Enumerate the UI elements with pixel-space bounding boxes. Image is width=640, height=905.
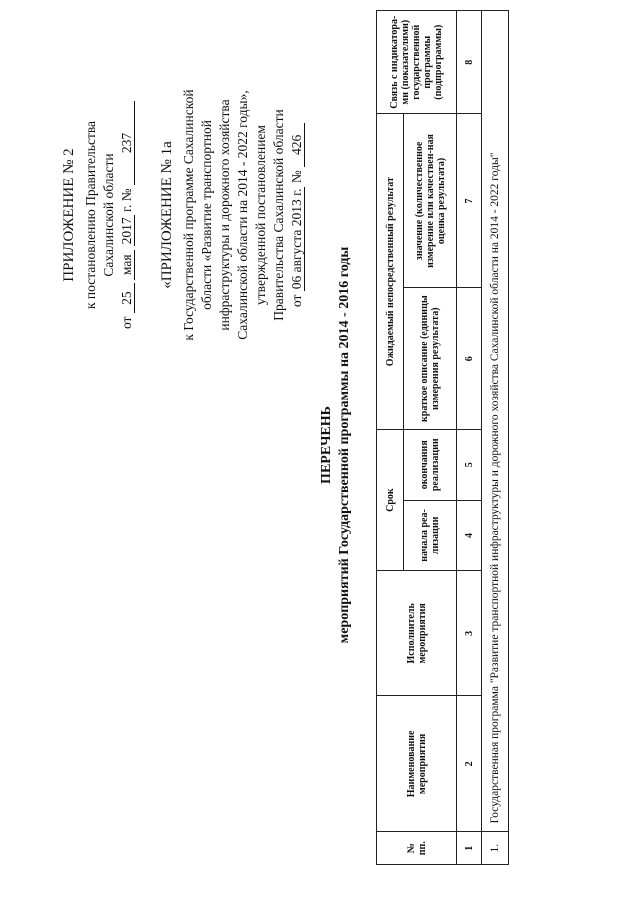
header-col-link: Связь с индикатора-ми (показателями) государственной программы (подпрограммы)	[377, 11, 457, 114]
table-row	[482, 11, 509, 865]
date-year: 2017	[119, 217, 134, 245]
sub-appendix-block	[158, 35, 306, 395]
program-row-num: 1.	[482, 832, 509, 865]
approval-header	[60, 35, 306, 395]
header-col-executor: Исполнитель мероприятия	[377, 571, 457, 696]
header-result-desc: краткое описание (единицы измерения результата)	[404, 288, 457, 429]
sub-date-line	[288, 35, 306, 395]
header-col-term: Срок	[377, 429, 404, 570]
date-suffix: г.	[119, 204, 134, 213]
number-label: №	[119, 188, 134, 202]
document-title	[318, 45, 354, 845]
header-col-name: Наименование мероприятия	[377, 696, 457, 832]
column-numbers-row	[457, 11, 482, 865]
date-prefix: от	[119, 316, 134, 330]
column-number: 1	[457, 832, 482, 865]
column-number: 6	[457, 288, 482, 429]
program-row-text: Государственная программа "Развитие транспортной инфраструктуры и дорожного хозяйства Сахалинской области на 2014 - 2022 годы"	[482, 11, 509, 832]
sub-appendix-title: «ПРИЛОЖЕНИЕ № 1а	[159, 141, 175, 289]
header-col-result: Ожидаемый непосредственный результат	[377, 114, 404, 429]
header-col-num: № пп.	[377, 832, 457, 865]
title-line-2: мероприятий Государственной программы на 2014 - 2016 годы	[337, 246, 352, 644]
header-result-value: значение (количественное измерение или качествен-ная оценка результата)	[404, 114, 457, 288]
header-term-start: начала реа-лизации	[404, 500, 457, 571]
column-number: 2	[457, 696, 482, 832]
title-line-1: ПЕРЕЧЕНЬ	[319, 406, 334, 484]
column-number: 8	[457, 11, 482, 114]
column-number: 4	[457, 500, 482, 571]
sub-line-6: Правительства Сахалинской области	[271, 109, 286, 321]
sub-line-4: Сахалинской области на 2014 - 2022 годы»,	[235, 90, 250, 340]
resolution-line: к постановлению Правительства	[83, 120, 98, 310]
sub-date-prefix: от	[289, 294, 304, 308]
sub-number-label: №	[289, 170, 304, 184]
sub-line-1: к Государственной программе Сахалинской	[181, 89, 196, 341]
region-line: Сахалинской области	[101, 153, 116, 277]
number-value: 237	[119, 101, 135, 185]
table-header-row-1	[377, 11, 404, 865]
date-day: 25	[119, 283, 135, 313]
column-number: 3	[457, 571, 482, 696]
sub-line-2: области «Развитие транспортной	[199, 120, 214, 310]
column-number: 7	[457, 114, 482, 288]
resolution-date-line	[118, 35, 136, 395]
sub-line-3: инфраструктуры и дорожного хозяйства	[217, 99, 232, 331]
sub-date-value: 06 августа 2013 г.	[289, 188, 304, 290]
column-number: 5	[457, 429, 482, 500]
sub-line-5: утвержденной постановлением	[253, 125, 268, 305]
measures-table	[376, 10, 509, 865]
header-term-end: окончания реализации	[404, 429, 457, 500]
date-month: мая	[119, 250, 135, 280]
appendix-title: ПРИЛОЖЕНИЕ № 2	[61, 148, 77, 282]
sub-number-value: 426	[289, 123, 305, 167]
